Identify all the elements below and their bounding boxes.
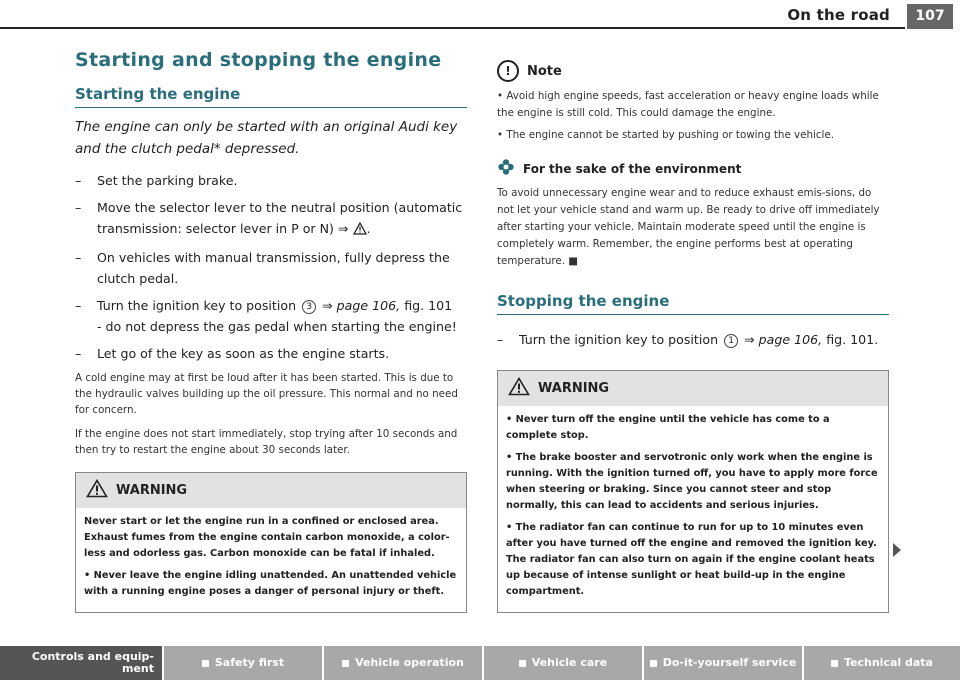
starting-steps — [75, 170, 470, 364]
square-icon — [650, 660, 657, 667]
warning-box-right — [497, 370, 889, 613]
flower-icon — [497, 158, 515, 179]
warning-box-left — [75, 472, 467, 613]
step-item: – On vehicles with manual transmission, fully depress the clutch pedal. — [75, 247, 470, 289]
note-icon: ! — [497, 60, 519, 82]
cold-engine-paragraph: A cold engine may at first be loud after it has been started. This is due to the hydraulic valves building up the oil pressure. This normal and no need for concern. — [75, 372, 458, 416]
warning-text: Never start or let the engine run in a confined or enclosed area. Exhaust fumes from the engine contain carbon monoxide, a color-less and odorless gas. Carbon monoxide can be fatal if inhaled. — [84, 516, 450, 559]
footer-nav — [0, 646, 960, 680]
fig-ref: fig. 101. — [826, 332, 879, 347]
page-number: 107 — [907, 4, 953, 29]
note-header: ! Note — [497, 60, 891, 82]
page-ref-link[interactable]: page 106, — [336, 298, 401, 313]
continue-arrow-icon — [893, 543, 901, 557]
warning-header: WARNING — [498, 371, 888, 406]
note-text: • The engine cannot be started by pushing or towing the vehicle. — [497, 129, 834, 141]
tab-safety[interactable]: Safety first — [164, 646, 322, 680]
warning-triangle-icon — [353, 220, 367, 241]
step-item: – Move the selector lever to the neutral position (automatic transmission: selector lever in P or N) ⇒ . — [75, 197, 470, 241]
warning-text: • Never leave the engine idling unattended. An unattended vehicle with a running engine poses a danger of personal injury or theft. — [84, 570, 457, 597]
warning-text: • The radiator fan can continue to run for up to 10 minutes even after you have turned off the engine and removed the ignition key. The radiator fan can also turn on again if the engine coolant heats up because of intense sunlight or heat build-up in the engine compartment. — [506, 522, 877, 597]
step-item: – Turn the ignition key to position 3 ⇒ page 106, fig. 101 - do not depress the gas pedal when starting the engine! — [75, 295, 470, 337]
warning-triangle-icon — [86, 479, 108, 502]
environment-text: To avoid unnecessary engine wear and to reduce exhaust emis-sions, do not let your vehicle stand and warm up. Be ready to drive off immediately after starting your vehicle. Maintain moderate speed until the engine is completely warm. Remember, the engine performs best at operating temperature. ■ — [497, 187, 880, 267]
tab-diy-service[interactable]: Do-it-yourself service — [644, 646, 802, 680]
page-ref-link[interactable]: page 106, — [758, 332, 823, 347]
square-icon — [342, 660, 349, 667]
warning-text: • The brake booster and servotronic only work when the engine is running. With the ignition turned off, you have to apply more force when steering or braking. Since you cannot steer and stop normally, this can lead to accidents and serious injuries. — [506, 452, 878, 511]
left-column — [75, 45, 470, 613]
subtitle-starting: Starting the engine — [75, 85, 467, 108]
tab-controls[interactable]: Controls and equip-ment — [0, 646, 162, 680]
square-icon — [519, 660, 526, 667]
warning-triangle-icon — [508, 377, 530, 400]
tab-vehicle-care[interactable]: Vehicle care — [484, 646, 642, 680]
step-item: – Turn the ignition key to position 1 ⇒ page 106, fig. 101. — [497, 329, 891, 350]
tab-vehicle-operation[interactable]: Vehicle operation — [324, 646, 482, 680]
main-title: Starting and stopping the engine — [75, 49, 442, 71]
tab-technical-data[interactable]: Technical data — [804, 646, 960, 680]
environment-header: For the sake of the environment — [497, 158, 891, 179]
header-rule — [0, 27, 905, 29]
square-icon — [831, 660, 838, 667]
right-column — [497, 60, 891, 613]
step-item: – Let go of the key as soon as the engine starts. — [75, 343, 470, 364]
restart-paragraph: If the engine does not start immediately, stop trying after 10 seconds and then try to restart the engine about 30 seconds later. — [75, 428, 458, 456]
subtitle-stopping: Stopping the engine — [497, 292, 889, 315]
note-text: • Avoid high engine speeds, fast acceleration or heavy engine loads while the engine is still cold. This could damage the engine. — [497, 90, 879, 119]
position-marker: 3 — [302, 300, 316, 314]
warning-text: • Never turn off the engine until the vehicle has come to a complete stop. — [506, 414, 830, 441]
intro-text: The engine can only be started with an original Audi key and the clutch pedal* depressed. — [75, 119, 458, 157]
square-icon — [202, 660, 209, 667]
position-marker: 1 — [724, 334, 738, 348]
step-item: – Set the parking brake. — [75, 170, 470, 191]
fig-ref: fig. 101 — [404, 298, 453, 313]
stopping-steps — [497, 329, 891, 350]
section-title: On the road — [787, 6, 890, 24]
warning-header: WARNING — [76, 473, 466, 508]
